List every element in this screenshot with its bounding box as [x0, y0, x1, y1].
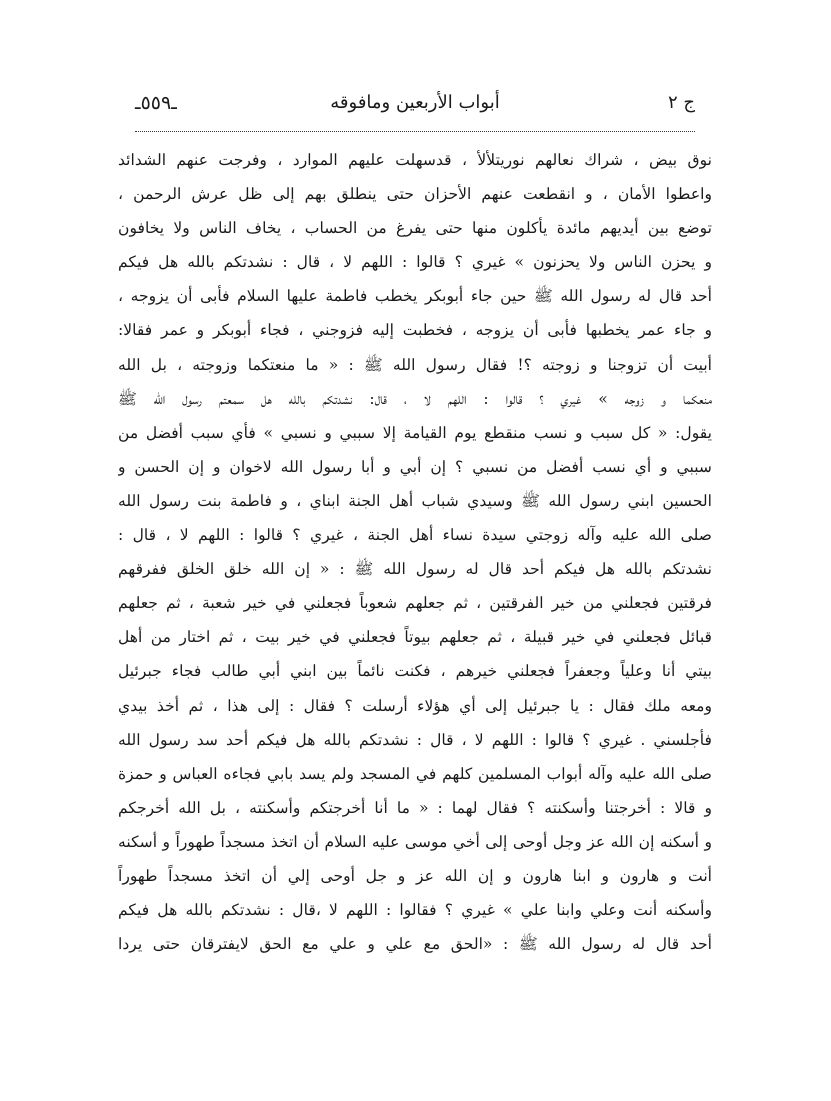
text-line: سببي و أي نسب أفضل من نسبي ؟ إن أبي و أبا رسول الله لاخوان و إن الحسن و — [118, 457, 712, 476]
text-line: نوق بيض ، شراك نعالهم نوريتلألأ ، قدسهلت عليهم الموارد ، وفرجت عنهم الشدائد — [118, 151, 712, 169]
text-line: الحسين ابني رسول الله ﷺ وسيدي شباب أهل الجنة ابناي ، و فاطمة بنت رسول الله — [118, 491, 712, 510]
text-line: منعكما و زوجه » غيري ؟ قالوا : اللهم لا ، قال: نشدتكم بالله هل سمعتم رسول الله ﷺ — [118, 389, 712, 408]
text-line: أبيت أن تزوجنا و زوجته ؟! فقال رسول الله ﷺ : « ما منعتكما وزوجته ، بل الله — [118, 355, 712, 374]
text-line: صلى الله عليه وآله أبواب المسلمين كلهم في المسجد ولم يسد بابي فجاءه العباس و حمزة — [118, 764, 712, 783]
text-line: أحد قال له رسول الله ﷺ : «الحق مع علي و علي مع الحق لايفترقان حتى يردا — [118, 935, 712, 954]
text-line: يقول: « كل سبب و نسب منقطع يوم القيامة إلا سببي و نسبي » فأي سبب أفضل من — [118, 423, 712, 442]
text-line: فرقتين فجعلني من خير الفرقتين ، ثم جعلهم شعوباً فجعلني في خير شعبة ، ثم جعلهم — [118, 594, 712, 613]
text-line: و قالا : أخرجتنا وأسكنته ؟ فقال لهما : « ما أنا أخرجتكم وأسكنته ، بل الله أخرجكم — [118, 798, 712, 817]
text-line: قبائل فجعلني في خير قبيلة ، ثم جعلهم بيوتاً فجعلني في خير بيت ، ثم اختار من أهل — [118, 628, 712, 647]
header-divider — [135, 131, 695, 132]
running-title: أبواب الأربعين ومافوقه — [330, 92, 500, 113]
volume-label: ج ٢ — [667, 92, 695, 113]
text-line: و جاء عمر يخطبها فأبى أن يزوجه ، فخطبت إليه فزوجني ، فجاء أبوبكر و عمر فقالا: — [118, 321, 712, 340]
text-line: وأسكنه أنت وعلي وابنا علي » غيري ؟ فقالوا : اللهم لا ،قال : نشدتكم بالله هل فيكم — [118, 901, 712, 920]
text-line: فأجلسني . غيري ؟ قالوا : اللهم لا ، قال : نشدتكم بالله هل فيكم أحد سد رسول الله — [118, 730, 712, 749]
text-line: واعطوا الأمان ، و انقطعت عنهم الأحزان حتى ينطلق بهم إلى ظل عرش الرحمن ، — [118, 185, 712, 204]
text-line: و يحزن الناس ولا يحزنون » غيري ؟ قالوا : اللهم لا ، قال : نشدتكم بالله هل فيكم — [118, 253, 712, 272]
text-line: أحد قال له رسول الله ﷺ حين جاء أبوبكر يخطب فاطمة عليها السلام فأبى أن يزوجه ، — [118, 287, 712, 306]
text-line: و أسكنه إن الله عز وجل أوحى إلى أخي موسى عليه السلام أن اتخذ مسجداً طهوراً و أسكنه — [118, 832, 712, 851]
text-line: توضع بين أيديهم مائدة يأكلون منها حتى يفرغ من الحساب ، يخاف الناس ولا يخافون — [118, 219, 712, 238]
body-text — [118, 143, 712, 961]
text-line: أنت و هارون و ابنا هارون و إن الله عز و جل أوحى إلي أن اتخذ مسجداً طهوراً — [118, 866, 712, 885]
page-number: ـ٥٥٩ـ — [135, 92, 177, 114]
text-line: بيتي أنا وعلياً وجعفراً فجعلني خيرهم ، فكنت نائماً بين ابني أبي طالب فجاء جبرئيل — [118, 662, 712, 681]
text-line: نشدتكم بالله هل فيكم أحد قال له رسول الله ﷺ : « إن الله خلق الخلق ففرقهم — [118, 560, 712, 579]
text-line: ومعه ملك فقال : يا جبرئيل إلى أي هؤلاء أرسلت ؟ فقال : إلى هذا ، ثم أخذ بيدي — [118, 696, 712, 715]
page-header — [135, 92, 695, 126]
text-line: صلى الله عليه وآله زوجتي سيدة نساء أهل الجنة ، غيري ؟ قالوا : اللهم لا ، قال : — [118, 526, 712, 545]
